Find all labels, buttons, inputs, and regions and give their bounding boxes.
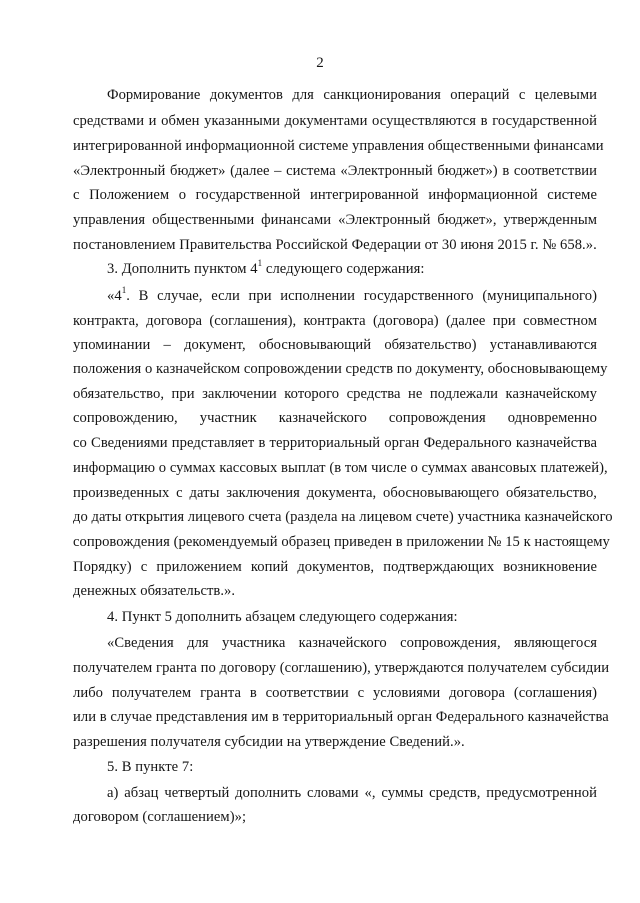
- text-line: обязательство, при заключении которого средства не подлежали казначейскому: [73, 386, 597, 402]
- text-line: контракта, договора (соглашения), контракта (договора) (далее при совместном: [73, 313, 597, 329]
- superscript: 1: [121, 285, 127, 296]
- text-line: постановлением Правительства Российской Федерации от 30 июня 2015 г. № 658.».: [73, 237, 597, 253]
- text-line: до даты открытия лицевого счета (раздела на лицевом счете) участника казначейского: [73, 509, 613, 525]
- text-line: а) абзац четвертый дополнить словами «, суммы средств, предусмотренной: [107, 785, 597, 801]
- text-line: «$4^1$. В случае, если при исполнении государственного (муниципального): [107, 285, 597, 304]
- text-line: произведенных с даты заключения документа, обосновывающего обязательство,: [73, 485, 597, 501]
- text-line: упоминании – документ, обосновывающий обязательство) устанавливаются: [73, 337, 597, 353]
- text-line: денежных обязательств.».: [73, 583, 236, 599]
- text-line: или в случае представления им в территориальный орган Федерального казначейства: [73, 709, 609, 725]
- text-line: «Электронный бюджет» (далее – система «Электронный бюджет») в соответствии: [73, 163, 597, 179]
- text-line: информацию о суммах кассовых выплат (в том числе о суммах авансовых платежей),: [73, 460, 608, 476]
- text-line: Формирование документов для санкционирования операций с целевыми: [107, 87, 597, 103]
- text-line: договором (соглашением)»;: [73, 809, 247, 825]
- text-line: положения о казначейском сопровождении средств по документу, обосновывающему: [73, 361, 608, 377]
- text-line: сопровождения (рекомендуемый образец приведен в приложении № 15 к настоящему: [73, 534, 610, 550]
- text-line: 4. Пункт 5 дополнить абзацем следующего содержания:: [107, 609, 458, 625]
- text-line: разрешения получателя субсидии на утверждение Сведений.».: [73, 734, 465, 750]
- text-line: «Сведения для участника казначейского сопровождения, являющегося: [107, 635, 597, 651]
- text-line: Порядку) с приложением копий документов, подтверждающих возникновение: [73, 559, 597, 575]
- text-line: 3. Дополнить пунктом $4^1$ следующего содержания:: [107, 258, 425, 277]
- text-line: сопровождению, участник казначейского сопровождения одновременно: [73, 410, 597, 426]
- text-line: 5. В пункте 7:: [107, 759, 194, 775]
- text-line: либо получателем гранта в соответствии с условиями договора (соглашения): [73, 685, 597, 701]
- text-line: интегрированной информационной системе управления общественными финансами: [73, 138, 604, 154]
- text-line: получателем гранта по договору (соглашению), утверждаются получателем субсидии: [73, 660, 610, 676]
- text-line: со Сведениями представляет в территориальный орган Федерального казначейства: [73, 435, 597, 451]
- page-number: 2: [316, 55, 324, 71]
- text-line: средствами и обмен указанными документами осуществляются в государственной: [73, 113, 597, 129]
- superscript: 1: [257, 258, 263, 269]
- text-line: с Положением о государственной интегрированной информационной системе: [73, 187, 597, 203]
- text-line: управления общественными финансами «Электронный бюджет», утвержденным: [73, 212, 597, 228]
